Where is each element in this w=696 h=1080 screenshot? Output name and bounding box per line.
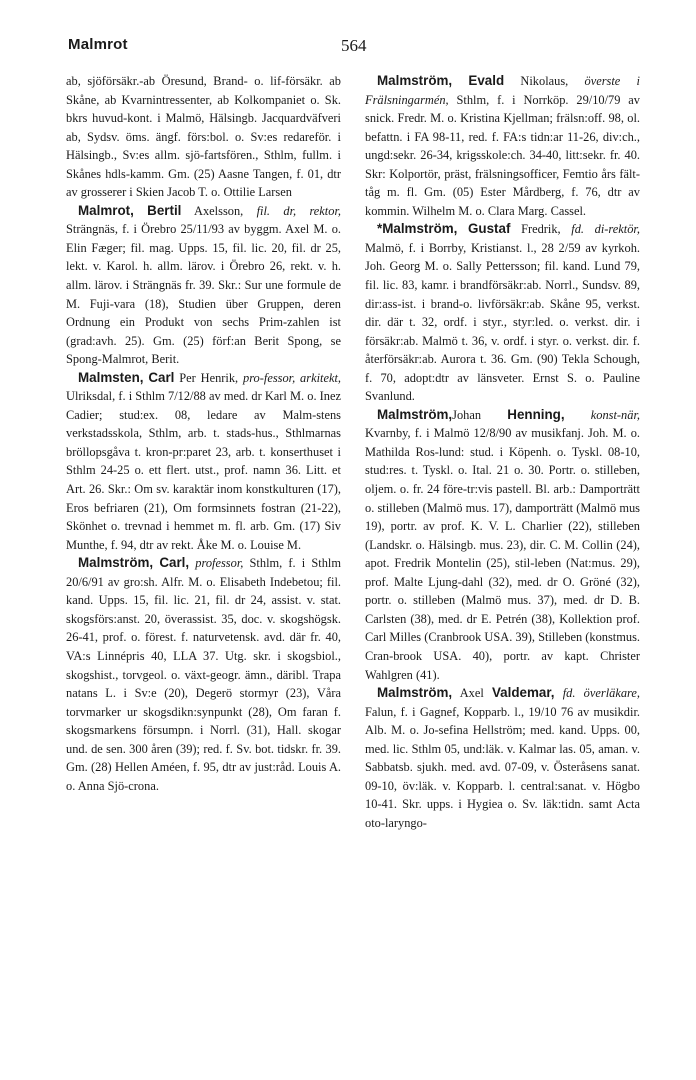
entry-given-name: Valdemar, — [491, 685, 555, 701]
page-header — [0, 30, 696, 58]
entry-occupation: konst-när, — [590, 407, 640, 422]
entry-occupation: pro-fessor, arkitekt, — [243, 370, 341, 385]
entry-text: Sthlm, f. i Norrköp. 29/10/79 av snick. Fredr. M. o. Kristina Kjellman; frälsn:off. 98, ol. befattn. i FA 98-11, red. f. FA:s tidn:ar 11-26, div:ch., ungd:sekr. 26-34, krigsskole:ch. 34-40, litt:sekr. fr. 40. Skr: Kolportör, präst, frälsningsofficer, Femtio års fält-tåg m. fl. Gm. (05) Ester Mårdberg, f. 76, dtr av kommin. Wilhelm M. o. Clara Marg. Cassel. — [365, 92, 640, 218]
entry-surname: Malmström, — [377, 73, 453, 88]
entry-occupation: professor, — [195, 556, 244, 571]
entry-occupation: överste i Frälsningarmén, — [365, 74, 640, 107]
entry-given-name: Carl — [148, 369, 175, 385]
entry-surname: Malmsten, — [78, 369, 144, 385]
entry-occupation: fd. överläkare, — [562, 686, 640, 701]
entry-malmstrom-evald — [365, 72, 640, 220]
text-columns — [66, 72, 638, 1062]
entry-given-name: Carl, — [159, 555, 190, 571]
entry-given-name: Henning, — [507, 406, 565, 422]
entry-malmsten-carl — [66, 369, 341, 554]
entry-malmstrom-carl — [66, 554, 341, 795]
left-column — [66, 72, 341, 795]
entry-malmstrom-gustaf — [365, 220, 640, 405]
entry-surname: Malmström, — [78, 555, 154, 571]
right-column — [365, 72, 640, 832]
entry-given-name: Bertil — [147, 202, 182, 218]
entry-occupation: fd. di-rektör, — [571, 222, 640, 237]
entry-text: Ulriksdal, f. i Sthlm 7/12/88 av med. dr Karl M. o. Inez Cadier; stud:ex. 08, ledare av Malm-stens verkstadsskola, Sthlm, arb. t. stads-hus., Sthlmarnas bröllopsgåva t. kron-pr:paret 23, arb. t. konserthuset i Sthlm 24-25 o. ett flert. utst., prof. namn 36. Litt. et Art. 26. Skr.: Om sv. karaktär inom konstkulturen (17), Eros befriaren (21), Om formsinnets fostran (21-22), Skönhet o. trevnad i hemmet m. fl. arb. Gm. (17) Siv Munthe, f. 94, dtr av rekt. Åke M. o. Louise M. — [66, 389, 341, 552]
entry-text: Sthlm, f. i Sthlm 20/6/91 av gro:sh. Alfr. M. o. Elisabeth Indebetou; fil. kand. Upps. 15, fil. lic. 21, fil. dr 24, assist. v. stat. skogsförs:anst. 20, överassist. 35, doc. v. skogshögsk. 26-41, prof. o. förest. f. naturvetensk. avd. där fr. 40, VA:s Linnépris 40, LLA 37. Utg. skr. i skogsbiol., skogshist., torvgeol. o. växt-geogr. ämn., däribl. Trapa natans L. i Sv:e (20), Degerö stormyr (23), Våra torvmarker ur skogsdikn:synpunkt (28), Om faran f. skogsmarkens försumpn. i Norrl. (31), Hall. skogar und. de sen. 300 åren (39); red. f. Sv. bot. tidskr. fr. 39. Gm. (28) Hellen Améen, f. 95, dtr av just:råd. Louis A. o. Anna Sjö-crona. — [66, 556, 341, 793]
entry-surname: Malmrot, — [78, 202, 134, 218]
entry-given-lead: Johan — [452, 407, 508, 422]
entry-occupation: fil. dr, rektor, — [256, 203, 341, 218]
entry-prefix-star: * — [377, 221, 383, 237]
entry-text: Malmö, f. i Borrby, Kristianst. l., 28 2/59 av kyrkoh. Joh. Georg M. o. Sally Pettersson; fil. kand. Lund 79, fil. lic. 83, kamr. i brandförsäkr:ab. Norrl., Sundsv. 89, dir:ass-ist. i brand-o. livförsäkr:ab. Skåne 95, verkst. dir. där t. 32, ordf. i styr., styr:led. o. verkst. dir. i försäkr:ab. Malmö t. 36, v. ordf. i styr. o. verkst. dir. f. återförsäkr:ab. Aurora t. 36. Gm. (90) Tekla Schough, f. 70, adopt:dtr av länsveter. Ernst S. o. Pauline Svanlund. — [365, 240, 640, 404]
entry-surname: Malmström, — [377, 406, 453, 422]
entry-given-lead: Axel — [459, 686, 492, 701]
entry-given-name: Gustaf — [468, 221, 511, 237]
entry-given-rest: Nikolaus, — [504, 74, 569, 88]
entry-malmstrom-valdemar — [365, 684, 640, 832]
entry-malmstrom-henning — [365, 406, 640, 684]
entry-text: Kvarnby, f. i Malmö 12/8/90 av musikfanj. Joh. M. o. Mathilda Ros-lund: stud. i Köpenh. o. Tyskl. 08-10, stud:res. t. Tyskl. o. Ital. 21 o. 30. Portr. o. stilleben, oljem. o. fr. 24 före-tr:vis pastell. Bl. arb.: Damporträtt o. stilleben (Malmö mus. 17), damporträtt (Malmö mus 19), portr. av prof. K. V. L. Charlier (22), stilleben (Landskr. o. Hälsingb. mus. 23), dir. C. M. Collin (24), apot. Fredrik Montelin (25), stil-leben (Nat:mus. 29), prof. Malte Ljung-dahl (32), med. dr O. Gröné (32), portr. o. stilleben (Malmö mus. 37), med. dr D. B. Carlsten (38), med. dr E. Petrén (38), Kollektion prof. Carl Milles (Cranbrook USA. 39), Stilleben (konstmus. Cran-brook USA. 40), portr. av kapt. Christer Wahlgren (41). — [365, 426, 640, 682]
entry-text: ab, sjöförsäkr.-ab Öresund, Brand- o. lif-försäkr. ab Skåne, ab Kvarnintressenter, ab Kolkompaniet o. Sk. bkrs huvud-kont. i Malmö, Hälsingb. Jacquardväfveri ab, Sydsv. öms. ängf. förs:bol. o. Sv:es redareför. i Hälsingb., Sv:es allm. sjö-fartsfören., Sthlm, fullm. i Skånes hdls-kamm. Gm. (25) Aasne Tangen, f. 01, dtr av grosserer i Skien Jacob T. o. Ottilie Larsen — [66, 74, 341, 200]
entry-given-rest: Per Henrik, — [174, 370, 239, 385]
running-head: Malmrot — [68, 36, 128, 53]
entry-given-rest: Axelsson, — [181, 203, 244, 218]
continued-entry — [66, 72, 341, 202]
entry-malmrot-bertil — [66, 202, 341, 369]
entry-surname: Malmström, — [382, 221, 458, 237]
page-number: 564 — [341, 36, 367, 55]
entry-surname: Malmström, — [377, 685, 453, 701]
entry-text: Falun, f. i Gagnef, Kopparb. l., 19/10 76 av musikdir. Alb. M. o. Jo-sefina Hellström; med. kand. Upps. 00, med. lic. Sthlm 05, und:läk. v. Kalmar las. 05, aman. v. Sabbatsb. sjukh. med. avd. 07-09, v. Österåsens sanat. 09-10, öv:läk. v. Kopparb. l. central:sanat. v. Högbo 10-41. Skr. upps. i Hygiea o. Sv. läk:tidn. samt Acta oto-laryngo- — [365, 704, 640, 830]
entry-text: Strängnäs, f. i Örebro 25/11/93 av byggm. Axel M. o. Elin Fæger; fil. mag. Upps. 15, fil. lic. 20, fil. dr 25, lekt. v. Karol. h. allm. lärov. i Örebro 26, rekt. v. h. allm. lärov. i Strängnäs fr. 39. Skr.: Sur une formule de M. Fuji-vara (18), Studien über Gruppen, deren Ordnung ein Produkt von sechs Prim-zahlen ist (grad:avh. 25). Gm. (25) förf:an Berit Spong, se Spong-Malmrot, Berit. — [66, 222, 341, 367]
entry-given-rest: Fredrik, — [510, 222, 561, 237]
entry-given-name: Evald — [468, 73, 505, 88]
